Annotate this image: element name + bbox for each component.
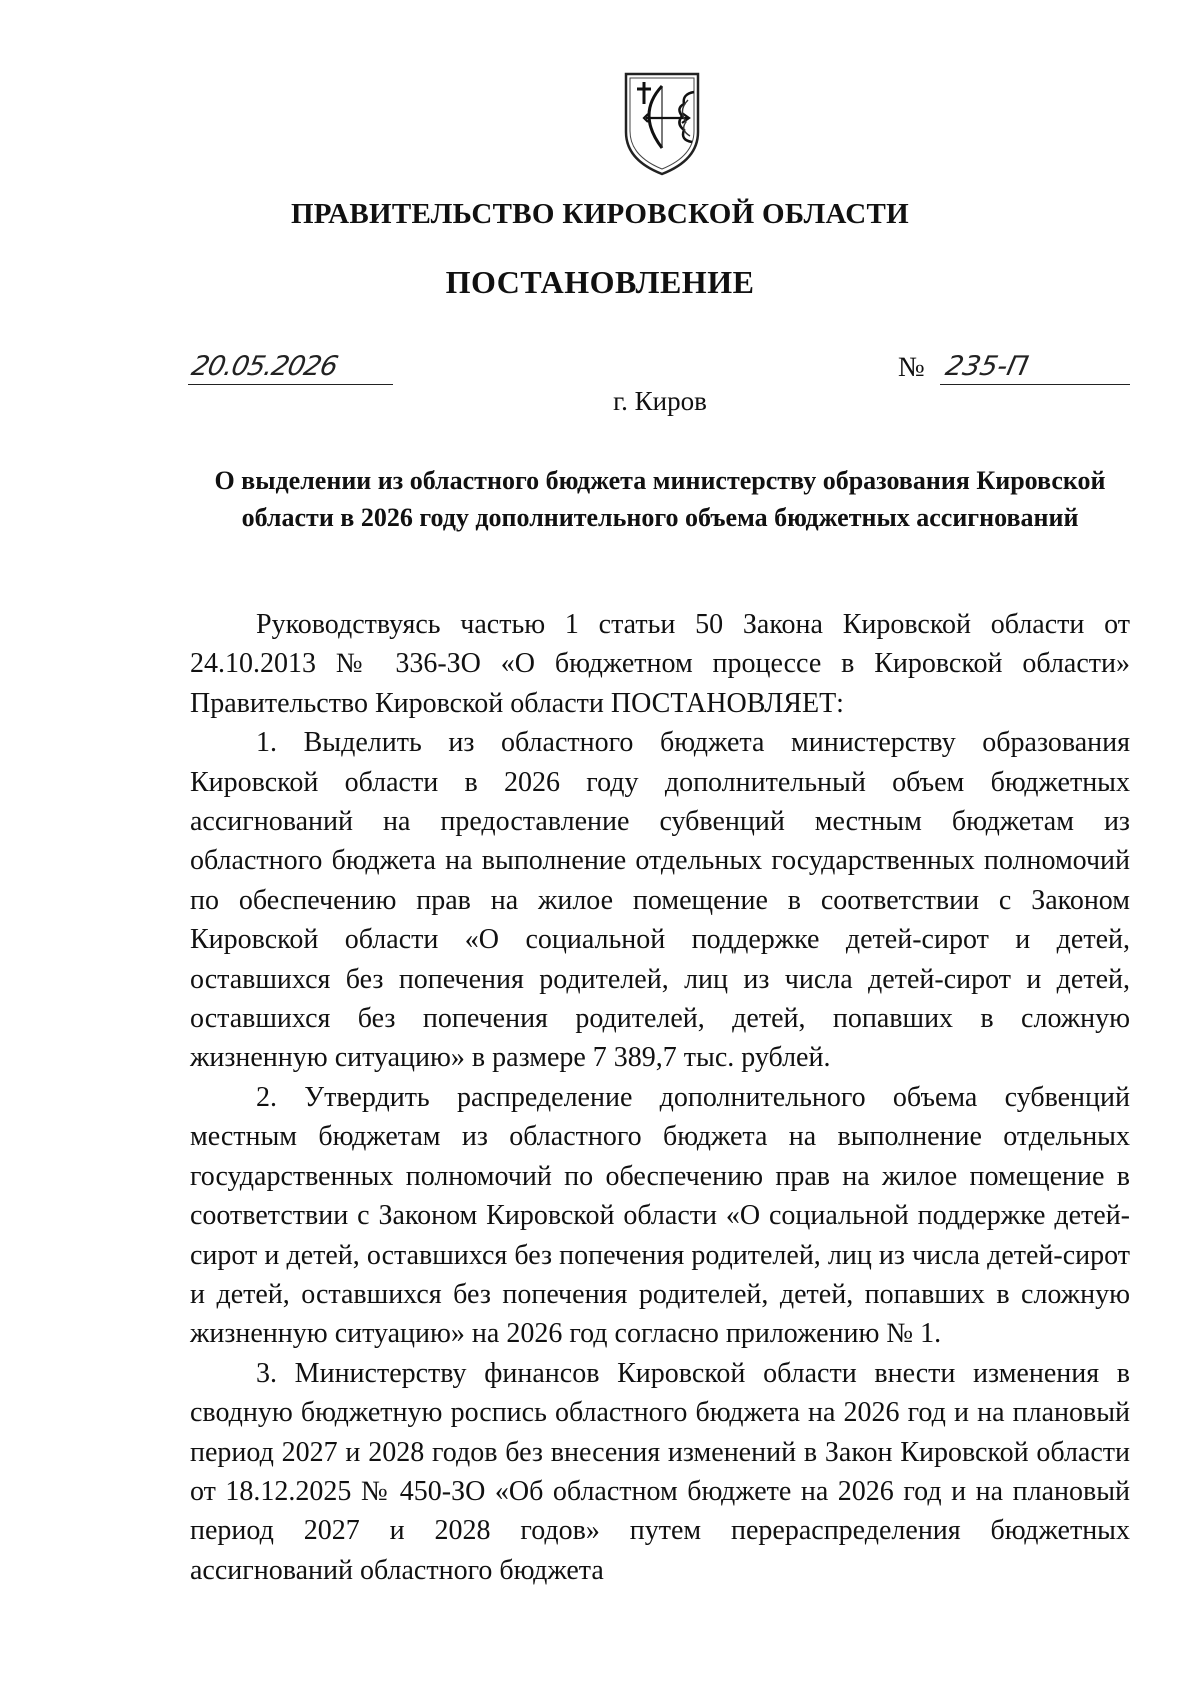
number-field [940, 352, 1130, 385]
document-body [190, 605, 1130, 1590]
item-3-paragraph: 3. Министерству финансов Кировской области внести изменения в сводную бюджетную роспись областного бюджета на 2026 год и на плановый период 2027 и 2028 годов без внесения изменений в Закон Кировской области от 18.12.2025 № 450-ЗО «Об областном бюджете на 2026 год и на плановый период 2027 и 2028 годов» путем перераспределения бюджетных ассигнований областного бюджета [190, 1357, 1130, 1586]
handwritten-number: 235-П [942, 351, 1031, 382]
document-type: ПОСТАНОВЛЕНИЕ [445, 264, 755, 300]
item-2-paragraph: 2. Утвердить распределение дополнительного объема субвенций местным бюджетам из областного бюджета на выполнение отдельных государственных полномочий по обеспечению прав на жилое помещение в соответствии с Законом Кировской области «О социальной поддержке детей-сирот и детей, оставшихся без попечения родителей, лиц из числа детей-сирот и детей, оставшихся без попечения родителей, детей, попавших в сложную жизненную ситуацию» на 2026 год согласно приложению № 1. [190, 1081, 1130, 1350]
item-1-paragraph: 1. Выделить из областного бюджета министерству образования Кировской области в 2026 году дополнительный объем бюджетных ассигнований на предоставление субвенций местным бюджетам из областного бюджета на выполнение отдельных государственных полномочий по обеспечению прав на жилое помещение в соответствии с Законом Кировской области «О социальной поддержке детей-сирот и детей, оставшихся без попечения родителей, лиц из числа детей-сирот и детей, оставшихся без попечения родителей, детей, попавших в сложную жизненную ситуацию» в размере 7 389,7 тыс. рублей. [190, 727, 1130, 1074]
document-heading: О выделении из областного бюджета министерству образования Кировской области в 2026 году дополнительного объема бюджетных ассигнований [214, 466, 1106, 532]
city: г. Киров [613, 386, 707, 416]
handwritten-date: 20.05.2026 [188, 351, 340, 382]
date-field [188, 352, 393, 385]
preamble-paragraph: Руководствуясь частью 1 статьи 50 Закона Кировской области от 24.10.2013 № 336-ЗО «О бюджетном процессе в Кировской области» Правительство Кировской области ПОСТАНОВЛЯЕТ: [190, 609, 1130, 719]
number-label: № [898, 352, 925, 383]
coat-of-arms-icon [622, 70, 702, 178]
organization-title: ПРАВИТЕЛЬСТВО КИРОВСКОЙ ОБЛАСТИ [290, 198, 910, 230]
